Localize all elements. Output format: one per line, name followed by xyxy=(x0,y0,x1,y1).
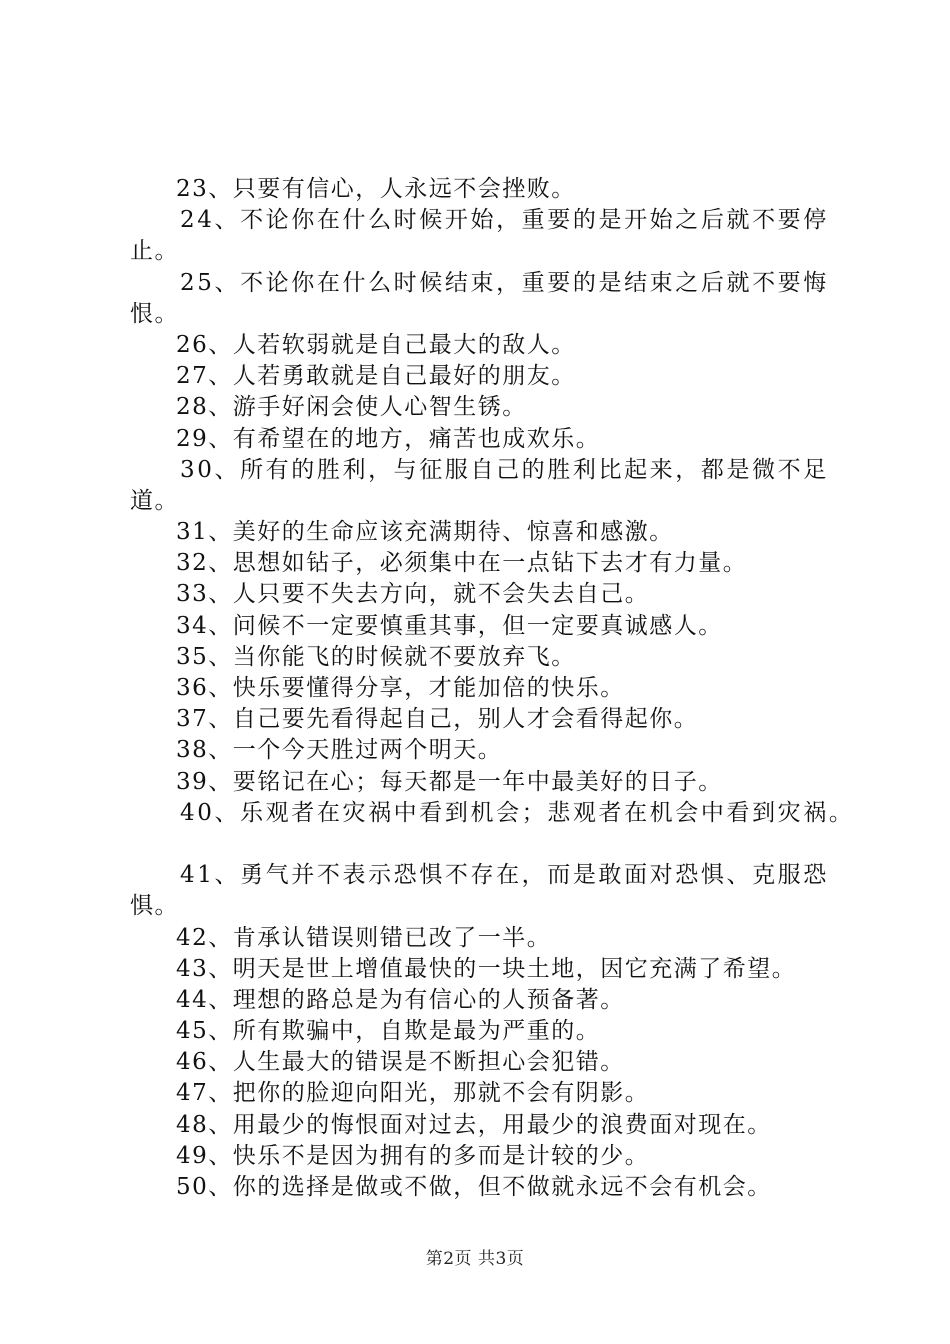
quote-continuation: 止。 xyxy=(130,238,179,265)
quote-list xyxy=(130,174,855,1203)
quote-line: 27、人若勇敢就是自己最好的朋友。 xyxy=(176,363,576,390)
quote-line: 34、问候不一定要慎重其事，但一定要真诚感人。 xyxy=(176,612,723,639)
quote-line: 24、不论你在什么时候开始，重要的是开始之后就不要停 xyxy=(180,207,829,234)
quote-line: 29、有希望在的地方，痛苦也成欢乐。 xyxy=(176,425,601,452)
quote-continuation: 恨。 xyxy=(130,300,179,327)
quote-line: 49、快乐不是因为拥有的多而是计较的少。 xyxy=(176,1142,650,1169)
quote-line: 46、人生最大的错误是不断担心会犯错。 xyxy=(176,1049,625,1076)
quote-line: 42、肯承认错误则错已改了一半。 xyxy=(176,924,552,951)
blank-line xyxy=(130,829,840,860)
quote-line: 37、自己要先看得起自己，别人才会看得起你。 xyxy=(176,706,699,733)
quote-line: 45、所有欺骗中，自欺是最为严重的。 xyxy=(176,1018,601,1045)
quote-line: 33、人只要不失去方向，就不会失去自己。 xyxy=(176,581,650,608)
page-footer: 第2页 共3页 xyxy=(425,1249,525,1269)
quote-continuation: 惧。 xyxy=(130,893,179,920)
quote-line: 47、把你的脸迎向阳光，那就不会有阴影。 xyxy=(176,1080,650,1107)
quote-line: 50、你的选择是做或不做，但不做就永远不会有机会。 xyxy=(176,1174,772,1200)
quote-line: 48、用最少的悔恨面对过去，用最少的浪费面对现在。 xyxy=(176,1111,772,1138)
quote-line: 23、只要有信心，人永远不会挫败。 xyxy=(176,176,576,202)
quote-line: 39、要铭记在心；每天都是一年中最美好的日子。 xyxy=(176,768,723,795)
quote-line: 40、乐观者在灾祸中看到机会；悲观者在机会中看到灾祸。 xyxy=(180,799,855,826)
quote-line: 38、一个今天胜过两个明天。 xyxy=(176,737,503,764)
quote-continuation: 道。 xyxy=(130,487,179,514)
quote-line: 32、思想如钻子，必须集中在一点钻下去才有力量。 xyxy=(176,550,748,577)
quote-line: 26、人若软弱就是自己最大的敌人。 xyxy=(176,331,576,358)
quote-line: 35、当你能飞的时候就不要放弃飞。 xyxy=(176,643,576,670)
quote-line: 25、不论你在什么时候结束，重要的是结束之后就不要悔 xyxy=(180,269,829,296)
quote-line: 30、所有的胜利，与征服自己的胜利比起来，都是微不足 xyxy=(180,456,829,483)
quote-line: 31、美好的生命应该充满期待、惊喜和感激。 xyxy=(176,519,674,546)
quote-line: 44、理想的路总是为有信心的人预备著。 xyxy=(176,986,625,1013)
quote-line: 43、明天是世上增值最快的一块土地，因它充满了希望。 xyxy=(176,955,797,982)
quote-line: 36、快乐要懂得分享，才能加倍的快乐。 xyxy=(176,675,625,701)
quote-line: 41、勇气并不表示恐惧不存在，而是敢面对恐惧、克服恐 xyxy=(180,862,829,889)
quote-line: 28、游手好闲会使人心智生锈。 xyxy=(176,394,527,421)
